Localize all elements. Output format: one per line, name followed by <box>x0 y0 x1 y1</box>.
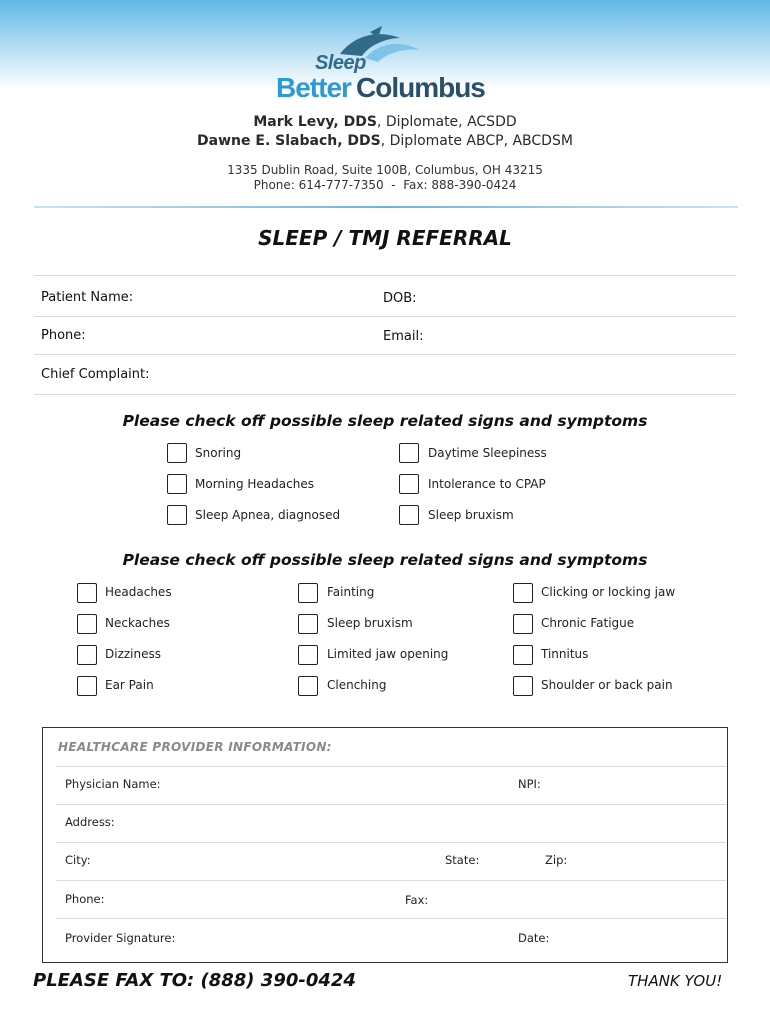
divider <box>34 275 736 276</box>
practice-address: 1335 Dublin Road, Suite 100B, Columbus, OH 43215 <box>227 163 543 177</box>
checkbox-label: Shoulder or back pain <box>541 678 673 692</box>
divider <box>34 354 736 355</box>
dizziness-checkbox[interactable] <box>77 645 97 665</box>
shoulder-back-pain-checkbox[interactable] <box>513 676 533 696</box>
checkbox-label: Daytime Sleepiness <box>428 446 547 460</box>
logo-word-sleep: Sleep <box>315 52 366 74</box>
date-field[interactable]: Date: <box>518 931 550 945</box>
doctor-name: Dawne E. Slabach, DDS <box>197 133 381 149</box>
chief-complaint-field[interactable]: Chief Complaint: <box>41 367 150 382</box>
sleep-better-columbus-logo <box>270 24 500 106</box>
practice-contact: Phone: 614-777-7350 - Fax: 888-390-0424 <box>253 178 517 192</box>
provider-fax-field[interactable]: Fax: <box>405 893 429 907</box>
divider <box>56 842 726 843</box>
divider <box>56 880 726 881</box>
form-title: SLEEP / TMJ REFERRAL <box>258 226 512 250</box>
divider <box>56 766 726 767</box>
provider-info-box <box>42 727 728 963</box>
divider <box>34 394 736 395</box>
divider <box>56 804 726 805</box>
zip-field[interactable]: Zip: <box>545 853 568 867</box>
checkbox-label: Tinnitus <box>541 647 589 661</box>
ear-pain-checkbox[interactable] <box>77 676 97 696</box>
checkbox-label: Ear Pain <box>105 678 154 692</box>
state-field[interactable]: State: <box>445 853 480 867</box>
checkbox-label: Snoring <box>195 446 242 460</box>
snoring-checkbox[interactable] <box>167 443 187 463</box>
checkbox-label: Sleep bruxism <box>428 508 514 522</box>
fainting-checkbox[interactable] <box>298 583 318 603</box>
divider <box>56 918 726 919</box>
checkbox-label: Morning Headaches <box>195 477 314 491</box>
checkbox-label: Intolerance to CPAP <box>428 477 546 491</box>
checkbox-label: Chronic Fatigue <box>541 616 635 630</box>
clicking-jaw-checkbox[interactable] <box>513 583 533 603</box>
checkbox-label: Sleep bruxism <box>327 616 413 630</box>
checkbox-label: Sleep Apnea, diagnosed <box>195 508 341 522</box>
logo-word-columbus: Columbus <box>356 72 485 103</box>
checkbox-label: Dizziness <box>105 647 161 661</box>
daytime-sleepiness-checkbox[interactable] <box>399 443 419 463</box>
doctor-line-2 <box>0 133 770 149</box>
checkbox-label: Fainting <box>327 585 375 599</box>
email-field[interactable]: Email: <box>383 329 424 344</box>
physician-name-field[interactable]: Physician Name: <box>65 777 161 791</box>
patient-name-field[interactable]: Patient Name: <box>41 290 134 305</box>
thank-you-text: THANK YOU! <box>628 972 723 990</box>
doctor-line-1 <box>0 114 770 130</box>
patient-phone-field[interactable]: Phone: <box>41 328 86 343</box>
tmj-symptoms-heading: Please check off possible sleep related signs and symptoms <box>122 551 648 569</box>
doctor-name: Mark Levy, DDS <box>253 114 377 130</box>
sleep-symptoms-heading: Please check off possible sleep related signs and symptoms <box>122 412 648 430</box>
morning-headaches-checkbox[interactable] <box>167 474 187 494</box>
headaches-checkbox[interactable] <box>77 583 97 603</box>
cpap-intolerance-checkbox[interactable] <box>399 474 419 494</box>
clenching-checkbox[interactable] <box>298 676 318 696</box>
provider-info-heading: HEALTHCARE PROVIDER INFORMATION: <box>58 740 332 754</box>
doctor-credentials: , Diplomate, ACSDD <box>376 114 517 130</box>
chronic-fatigue-checkbox[interactable] <box>513 614 533 634</box>
npi-field[interactable]: NPI: <box>518 777 541 791</box>
dob-field[interactable]: DOB: <box>383 291 417 306</box>
logo-word-better: Better <box>276 72 351 103</box>
checkbox-label: Neckaches <box>105 616 170 630</box>
provider-signature-field[interactable]: Provider Signature: <box>65 931 176 945</box>
divider <box>34 316 736 317</box>
doctor-credentials: , Diplomate ABCP, ABCDSM <box>380 133 573 149</box>
sleep-apnea-checkbox[interactable] <box>167 505 187 525</box>
checkbox-label: Clicking or locking jaw <box>541 585 676 599</box>
fax-instruction: PLEASE FAX TO: (888) 390-0424 <box>33 970 356 991</box>
header-divider <box>34 206 738 208</box>
provider-phone-field[interactable]: Phone: <box>65 892 105 906</box>
neckaches-checkbox[interactable] <box>77 614 97 634</box>
tmj-sleep-bruxism-checkbox[interactable] <box>298 614 318 634</box>
limited-jaw-opening-checkbox[interactable] <box>298 645 318 665</box>
checkbox-label: Headaches <box>105 585 172 599</box>
checkbox-label: Clenching <box>327 678 387 692</box>
provider-address-field[interactable]: Address: <box>65 815 115 829</box>
city-field[interactable]: City: <box>65 853 91 867</box>
sleep-bruxism-checkbox[interactable] <box>399 505 419 525</box>
checkbox-label: Limited jaw opening <box>327 647 449 661</box>
tinnitus-checkbox[interactable] <box>513 645 533 665</box>
